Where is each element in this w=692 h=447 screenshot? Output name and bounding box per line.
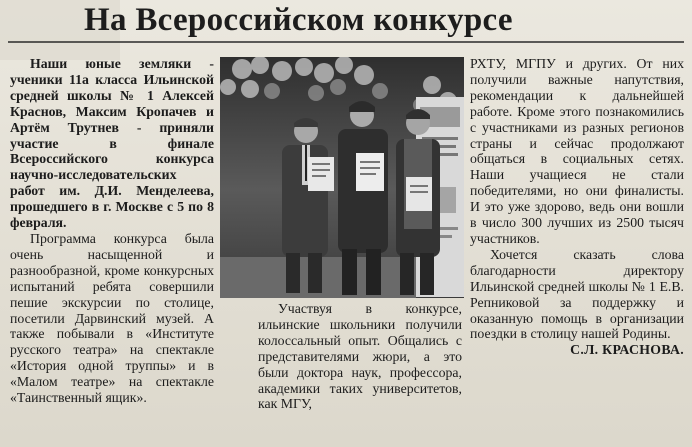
experience-paragraph: Участвуя в конкурсе, ильинские школьники получили колоссальный опыт. Общались с представителями жюри, а это были доктора наук, профессора, академики таких университетов, как МГУ, bbox=[258, 301, 462, 412]
author-byline: С.Л. КРАСНОВА. bbox=[570, 342, 684, 358]
thanks-paragraph: Хочется сказать слова благодарности директору Ильинской средней школы № 1 Е.В. Репниковой за поддержку и оказанную помощь в организации поездки в столицу нашей Родины. bbox=[470, 246, 684, 342]
column-left bbox=[10, 56, 214, 406]
headline-rule bbox=[8, 41, 684, 43]
photo-students-with-diplomas bbox=[220, 57, 464, 298]
article-headline: На Всероссийском конкурсе bbox=[84, 2, 513, 38]
lead-paragraph: Наши юные земляки - ученики 11а класса Ильинской средней школы № 1 Алексей Краснов, Максим Кропачев и Артём Трутнев - приняли участие в финале Всероссийского конкурса научно-исследовательских работ им. Д.И. Менделеева, прошедшего в г. Москве с 5 по 8 февраля. bbox=[10, 56, 214, 231]
program-paragraph: Программа конкурса была очень насыщенной и разнообразной, кроме конкурсных испытаний ребята совершили пешие экскурсии по столице, посетили Дарвинский музей. А также побывали в «Институте русского театра» на спектакле «История одной труппы» и в «Малом театре» на спектакле «Таинственный ящик». bbox=[10, 230, 214, 406]
experience-paragraph-continued: РХТУ, МГПУ и других. От них получили важные напутствия, рекомендации к дальнейшей работе. Кроме этого познакомились с участниками из разных регионов страны и сейчас продолжают общаться в социальных сетях. Наши учащиеся не стали победителями, но они финалисты. И это уже здорово, ведь они вошли в число 300 лучших из 2500 тысяч участников. bbox=[470, 56, 684, 246]
column-right bbox=[470, 56, 684, 358]
column-middle bbox=[258, 301, 462, 412]
